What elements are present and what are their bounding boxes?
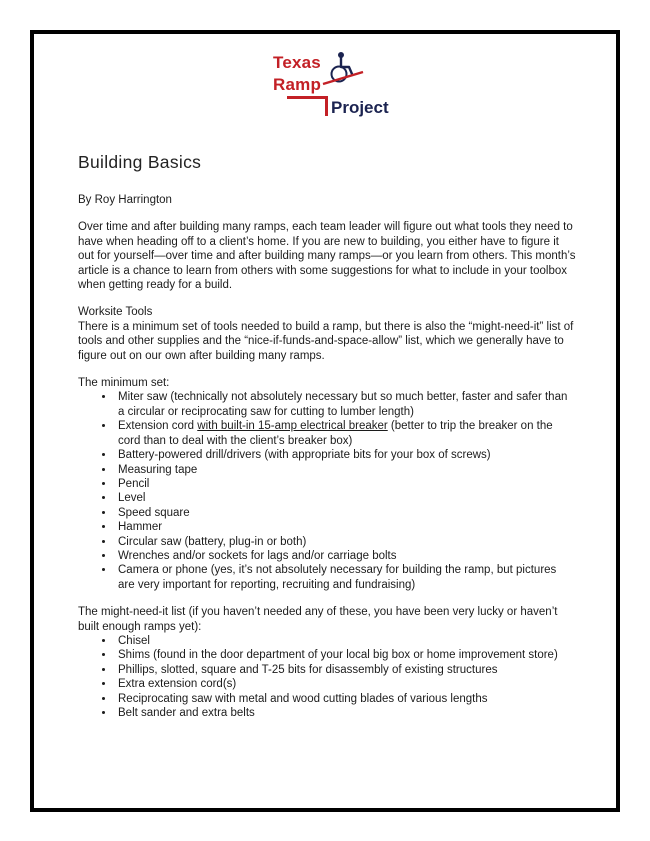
list-item: • Camera or phone (yes, it’s not absolutely necessary for building the ramp, but pictures are very important for reporting, recruiting and fundraising) <box>115 563 576 592</box>
section-heading-worksite-tools: Worksite Tools <box>78 306 153 319</box>
list-item: • Hammer <box>115 520 576 534</box>
list-item <box>115 419 576 448</box>
might-need-lead: The might-need-it list (if you haven’t needed any of these, you have been very lucky or haven’t built enough ramps yet): <box>78 606 558 633</box>
list-item: • Reciprocating saw with metal and wood cutting blades of various lengths <box>115 692 576 706</box>
might-need-list <box>78 634 576 720</box>
page-title: Building Basics <box>78 152 202 172</box>
list-item-text: (better to trip the breaker on the cord than to deal with the client’s breaker box) <box>118 420 553 447</box>
underlined-text: with built-in 15-amp electrical breaker <box>197 420 388 433</box>
list-item: • Belt sander and extra belts <box>115 706 576 720</box>
byline: By Roy Harrington <box>78 194 172 206</box>
logo-text-ramp: Ramp <box>273 75 322 94</box>
minimum-set-lead: The minimum set: <box>78 377 170 390</box>
ramp-line-graphic <box>287 96 328 116</box>
wheelchair-icon <box>321 50 365 91</box>
worksite-paragraph: There is a minimum set of tools needed to build a ramp, but there is also the “might-need-it” list of tools and other supplies and the “nice-if-funds-and-space-allow” list, which we generally have to figure out on our own after building many ramps. <box>78 320 574 362</box>
list-item: • Level <box>115 491 576 505</box>
logo-text-texas: Texas <box>273 53 321 72</box>
list-item-text: Extension cord <box>118 420 198 433</box>
intro-paragraph: Over time and after building many ramps, each team leader will figure out what tools they need to have when heading off to a client’s home. If you are new to building, you either have to figure it out for yourself—over time and after building many ramps—or you learn from others. This month’s article is a chance to learn from others with some suggestions for what to include in your toolbox when getting ready for a build. <box>78 221 576 292</box>
logo-text-project: Project <box>331 98 389 117</box>
list-item: • Shims (found in the door department of your local big box or home improvement store) <box>115 648 576 662</box>
texas-ramp-project-logo <box>261 52 393 118</box>
list-item: • Extra extension cord(s) <box>115 677 576 691</box>
list-item: • Battery-powered drill/drivers (with appropriate bits for your box of screws) <box>115 448 576 462</box>
minimum-set-list <box>78 390 576 592</box>
list-item: • Pencil <box>115 477 576 491</box>
list-item: • Miter saw (technically not absolutely necessary but so much better, faster and safer than a circular or reciprocating saw for cutting to lumber length) <box>115 390 576 419</box>
list-item: • Chisel <box>115 634 576 648</box>
list-item: • Phillips, slotted, square and T-25 bits for disassembly of existing structures <box>115 663 576 677</box>
page-border-frame <box>30 30 620 812</box>
list-item: • Wrenches and/or sockets for lags and/or carriage bolts <box>115 549 576 563</box>
list-item: • Measuring tape <box>115 463 576 477</box>
list-item: • Speed square <box>115 506 576 520</box>
list-item: • Circular saw (battery, plug-in or both) <box>115 535 576 549</box>
